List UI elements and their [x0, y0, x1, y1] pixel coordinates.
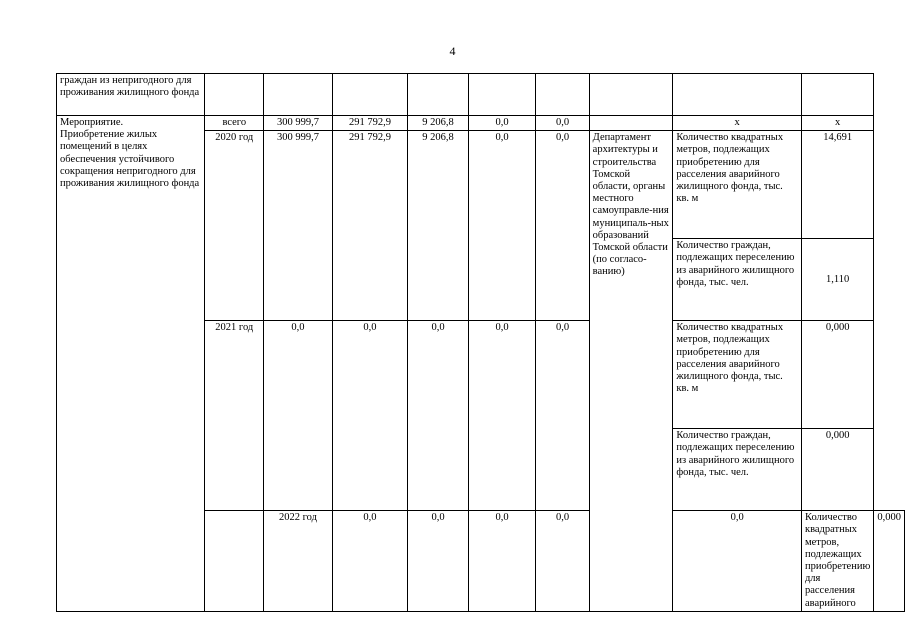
y2022-v3: 0,0 [468, 511, 536, 612]
y2020-v2: 291 792,9 [332, 131, 408, 321]
total-row [57, 116, 905, 131]
indicator-value: 14,691 [801, 131, 873, 239]
program-table [56, 73, 905, 612]
total-value: х [801, 116, 873, 131]
y2020-v5: 0,0 [536, 131, 589, 321]
total-indicator: х [673, 116, 802, 131]
measure-cell [57, 116, 205, 612]
y2022-v4: 0,0 [536, 511, 589, 612]
y2020-v4: 0,0 [468, 131, 536, 321]
indicator-label: Количество квадратных метров, подлежащих приобретению для расселения аварийного [801, 511, 873, 612]
total-v2: 291 792,9 [332, 116, 408, 131]
indicator-value: 0,000 [874, 511, 905, 612]
y2021-v1: 0,0 [264, 321, 332, 511]
indicator-label: Количество граждан, подлежащих переселению из аварийного жилищного фонда, тыс. чел. [673, 429, 802, 511]
period-total: всего [205, 116, 264, 131]
y2022-v2: 0,0 [408, 511, 468, 612]
page-number: 4 [449, 44, 456, 58]
responsible-cell: Департамент архитектуры и строительства Томской области, органы местного самоуправле-ния муниципаль-ных образований Томской области (по согласо-ванию) [589, 131, 673, 612]
total-v5: 0,0 [536, 116, 589, 131]
period-2020: 2020 год [205, 131, 264, 321]
y2022-v1: 0,0 [332, 511, 408, 612]
y2020-v1: 300 999,7 [264, 131, 332, 321]
measure-description: Приобретение жилых помещений в целях обеспечения устойчивого сокращения непригодного для проживания жилищного фонда [60, 129, 200, 190]
total-v1: 300 999,7 [264, 116, 332, 131]
indicator-label: Количество квадратных метров, подлежащих приобретению для расселения аварийного жилищного фонда, тыс. кв. м [673, 321, 802, 429]
carryover-row [57, 74, 905, 116]
indicator-value: 0,000 [801, 429, 873, 511]
indicator-label: Количество квадратных метров, подлежащих приобретению для расселения аварийного жилищного фонда, тыс. кв. м [673, 131, 802, 239]
y2022-v5: 0,0 [673, 511, 802, 612]
indicator-value: 1,110 [801, 239, 873, 321]
period-2021: 2021 год [205, 321, 264, 511]
y2020-v3: 9 206,8 [408, 131, 468, 321]
indicator-value: 0,000 [801, 321, 873, 429]
indicator-label: Количество граждан, подлежащих переселению из аварийного жилищного фонда, тыс. чел. [673, 239, 802, 321]
y2021-v3: 0,0 [408, 321, 468, 511]
measure-title: Мероприятие. [60, 117, 124, 128]
y2021-v2: 0,0 [332, 321, 408, 511]
total-v3: 9 206,8 [408, 116, 468, 131]
y2021-v4: 0,0 [468, 321, 536, 511]
y2021-v5: 0,0 [536, 321, 589, 511]
total-v4: 0,0 [468, 116, 536, 131]
carryover-description: граждан из непригодного для проживания жилищного фонда [57, 74, 205, 116]
period-2022: 2022 год [264, 511, 332, 612]
